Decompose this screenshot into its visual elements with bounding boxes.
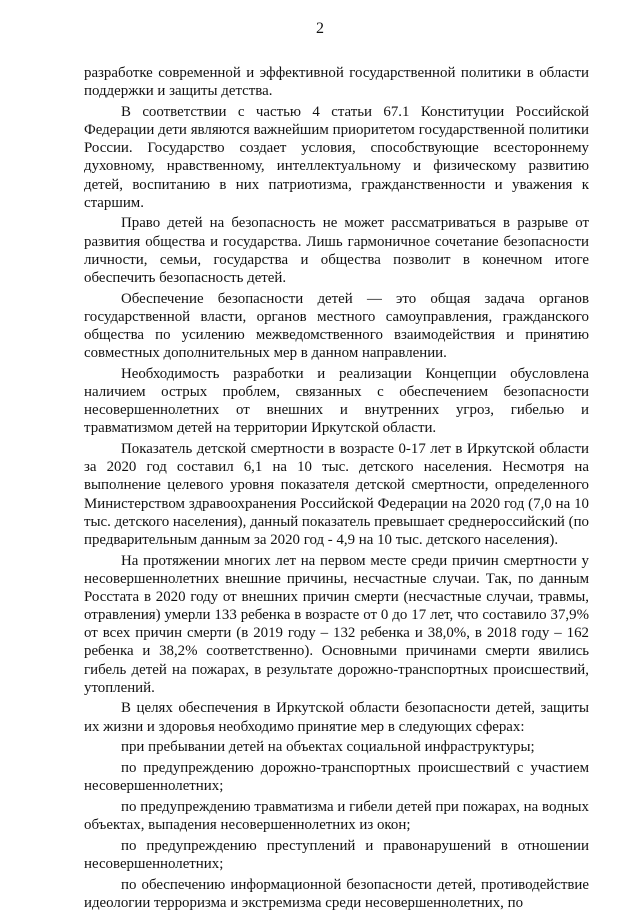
list-item-crimes: по предупреждению преступлений и правонарушений в отношении несовершеннолетних; [84, 837, 589, 873]
paragraph-7: На протяжении многих лет на первом месте среди причин смертности у несовершеннолетних внешние причины, несчастные случаи. Так, по данным Росстата в 2020 году от внешних причин смерти (несчастные случаи, травмы, отравления) умерли 133 ребенка в возрасте от 0 до 17 лет, что составило 37,9% от всех причин смерти (в 2019 году – 132 ребенка и 38,0%, в 2018 году – 162 ребенка и 38,2% соответственно). Основными причинами смерти явились гибель детей на пожарах, в результате дорожно-транспортных происшествий, утоплений. [84, 552, 589, 696]
document-body [84, 64, 589, 912]
page-number: 2 [316, 20, 324, 37]
list-item-information-security: по обеспечению информационной безопасности детей, противодействие идеологии терроризма и экстремизма среди несовершеннолетних, по [84, 876, 589, 911]
list-item-road-accidents: по предупреждению дорожно-транспортных происшествий с участием несовершеннолетних; [84, 760, 589, 795]
paragraph-1: разработке современной и эффективной государственной политики в области поддержки и защиты детства. [84, 65, 589, 100]
paragraph-8: В целях обеспечения в Иркутской области безопасности детей, защиты их жизни и здоровья необходимо принятие мер в следующих сферах: [84, 700, 589, 735]
list-item-social-infrastructure: при пребывании детей на объектах социальной инфраструктуры; [121, 739, 535, 756]
paragraph-5: Необходимость разработки и реализации Концепции обусловлена наличием острых проблем, связанных с обеспечением безопасности несовершеннолетних от внешних и внутренних угроз, гибелью и травматизмом детей на территории Иркутской области. [84, 365, 589, 437]
list-item-fires-water-windows: по предупреждению травматизма и гибели детей при пожарах, на водных объектах, выпадения несовершеннолетних из окон; [84, 799, 589, 834]
paragraph-6: Показатель детской смертности в возрасте 0-17 лет в Иркутской области за 2020 год составил 6,1 на 10 тыс. детского населения. Несмотря на выполнение целевого уровня показателя детской смертности, определенного Министерством здравоохранения Российской Федерации на 2020 год (7,0 на 10 тыс. детского населения), данный показатель превышает среднероссийский (по предварительным данным за 2020 год - 4,9 на 10 тыс. детского населения). [84, 441, 589, 548]
paragraph-2: В соответствии с частью 4 статьи 67.1 Конституции Российской Федерации дети являются важнейшим приоритетом государственной политики России. Государство создает условия, способствующие всестороннему духовному, нравственному, интеллектуальному и физическому развитию детей, воспитанию в них патриотизма, гражданственности и уважения к старшим. [84, 103, 589, 211]
paragraph-4: Обеспечение безопасности детей — это общая задача органов государственной власти, органов местного самоуправления, гражданского общества по усилению межведомственного взаимодействия и принятию совместных дополнительных мер в данном направлении. [84, 290, 589, 362]
paragraph-3: Право детей на безопасность не может рассматриваться в разрыве от развития общества и государства. Лишь гармоничное сочетание безопасности личности, семьи, государства и общества позволит в конечном итоге обеспечить безопасность детей. [84, 215, 589, 286]
